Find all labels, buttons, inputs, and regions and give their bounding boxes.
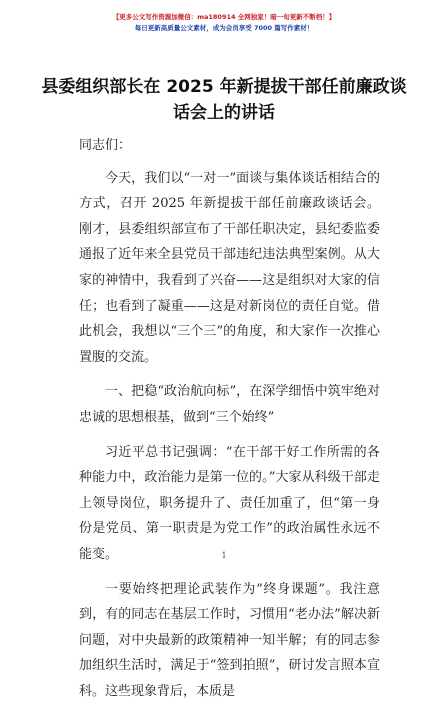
paragraph-quote: 习近平总书记强调：“在干部干好工作所需的各种能力中，政治能力是第一位的。”大家从科级干部走上领导岗位，职务提升了、责任加重了，但“第一身份是党员、第一职责是为党工作”的政治属性永远不能变。 (79, 444, 380, 562)
promo-banner-line-2: 每日更新高质量公文素材，成为会员享受 7000 篇写作素材！ (134, 24, 314, 32)
salutation: 同志们： (79, 138, 132, 153)
paragraph-point-one: 一要始终把理论武装作为“终身课题”。我注意到，有的同志在基层工作时，习惯用“老办法”解决新问题，对中央最新的政策精神一知半解；有的同志参加组织生活时，满足于“签到拍照”，研讨发言照本宣科。这些现象背后，本质是 (79, 581, 380, 699)
page-number: 1 (221, 551, 227, 560)
promo-banner-line-1: 【更多公文写作资源加微信：ma180914 全网独家！暗一旬更新不断档！】 (112, 13, 336, 21)
section-heading: 一、把稳“政治航向标”，在深学细悟中筑牢绝对忠诚的思想根基，做到“三个始终” (79, 384, 380, 425)
paragraph-intro: 今天，我们以“一对一”面谈与集体谈话相结合的方式，召开 2025 年新提拔干部任前廉政谈话会。刚才，县委组织部宣布了干部任职决定，县纪委监委通报了近年来全县党员干部违纪违法典型案例。从大家的神情中，我看到了兴奋——这是组织对大家的信任；也看到了凝重——这是对新岗位的责任自觉。借此机会，我想以“三个三”的角度，和大家作一次推心置腹的交流。 (79, 170, 380, 365)
document-body (79, 133, 380, 713)
document-title: 县委组织部长在 2025 年新提拔干部任前廉政谈话会上的讲话 (41, 77, 407, 123)
